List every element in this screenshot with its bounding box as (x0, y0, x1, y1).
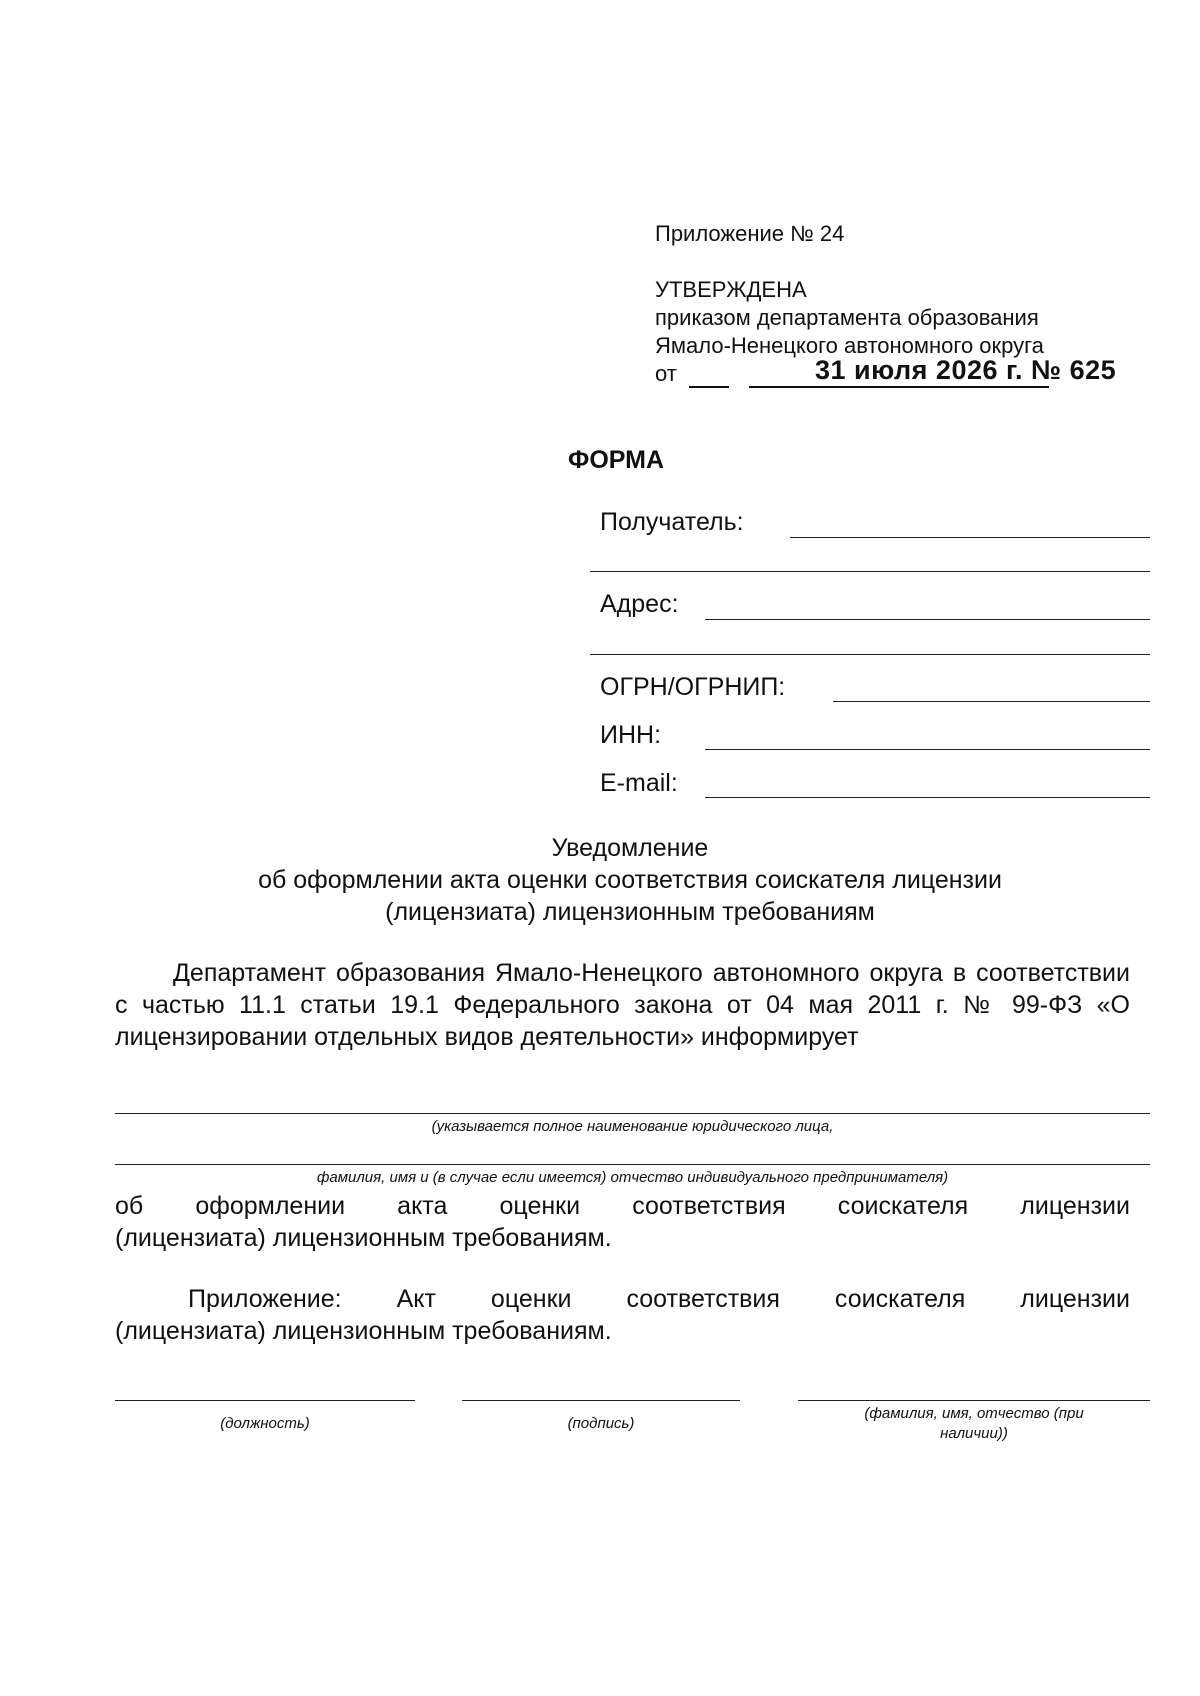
notice-subtitle-1: об оформлении акта оценки соответствия соискателя лицензии (258, 866, 1002, 894)
fullname-line[interactable] (798, 1400, 1150, 1401)
date-stamp: 31 июля 2026 г. № 625 (815, 355, 1117, 385)
intro-paragraph: Департамент образования Ямало-Ненецкого автономного округа в соответствии с частью 11.1 статьи 19.1 Федерального закона от 04 мая 2011 г. № 99-ФЗ «О лицензировании отдельных видов деятельности» информирует (115, 959, 1130, 1051)
attachment-line-2: (лицензиата) лицензионным требованиям. (115, 1317, 612, 1345)
entrepreneur-name-caption: фамилия, имя и (в случае если имеется) отчество индивидуального предпринимателя) (316, 1169, 949, 1186)
approval-line-1: приказом департамента образования (655, 305, 1039, 330)
inn-label: ИНН: (600, 721, 662, 749)
recipient-line[interactable] (790, 537, 1150, 538)
notice-title: Уведомление (551, 834, 709, 862)
org-name-caption: (указывается полное наименование юридического лица, (431, 1118, 834, 1135)
email-line[interactable] (705, 797, 1150, 798)
approval-block (655, 220, 1175, 390)
approved-label: УТВЕРЖДЕНА (655, 277, 807, 302)
form-title: ФОРМА (568, 446, 665, 474)
entrepreneur-name-line[interactable] (115, 1164, 1150, 1165)
approval-line-2: Ямало-Ненецкого автономного округа (655, 333, 1044, 358)
fullname-caption-2: наличии)) (940, 1425, 1008, 1442)
appendix-number: Приложение № 24 (655, 221, 845, 246)
position-line[interactable] (115, 1400, 415, 1401)
ogrn-line[interactable] (833, 701, 1150, 702)
attachment-line-1: Приложение: Акт оценки соответствия соискателя лицензии (188, 1285, 1130, 1313)
signature-line[interactable] (462, 1400, 740, 1401)
day-blank (689, 364, 729, 388)
org-name-line[interactable] (115, 1113, 1150, 1114)
recipient-line-2[interactable] (590, 571, 1150, 572)
subject-line-1: об оформлении акта оценки соответствия соискателя лицензии (115, 1192, 1130, 1220)
fullname-caption-1: (фамилия, имя, отчество (при (864, 1405, 1084, 1422)
recipient-label: Получатель: (600, 508, 744, 536)
email-label: E-mail: (600, 769, 678, 797)
notice-subtitle-2: (лицензиата) лицензионным требованиям (385, 898, 875, 926)
approval-date-line (655, 355, 1175, 390)
subject-line-2: (лицензиата) лицензионным требованиям. (115, 1224, 612, 1252)
position-caption: (должность) (220, 1415, 310, 1432)
address-line-2[interactable] (590, 654, 1150, 655)
signature-caption: (подпись) (567, 1415, 635, 1432)
inn-line[interactable] (705, 749, 1150, 750)
address-label: Адрес: (600, 590, 679, 618)
from-label: от (655, 361, 677, 386)
address-line[interactable] (705, 619, 1150, 620)
ogrn-label: ОГРН/ОГРНИП: (600, 673, 786, 701)
